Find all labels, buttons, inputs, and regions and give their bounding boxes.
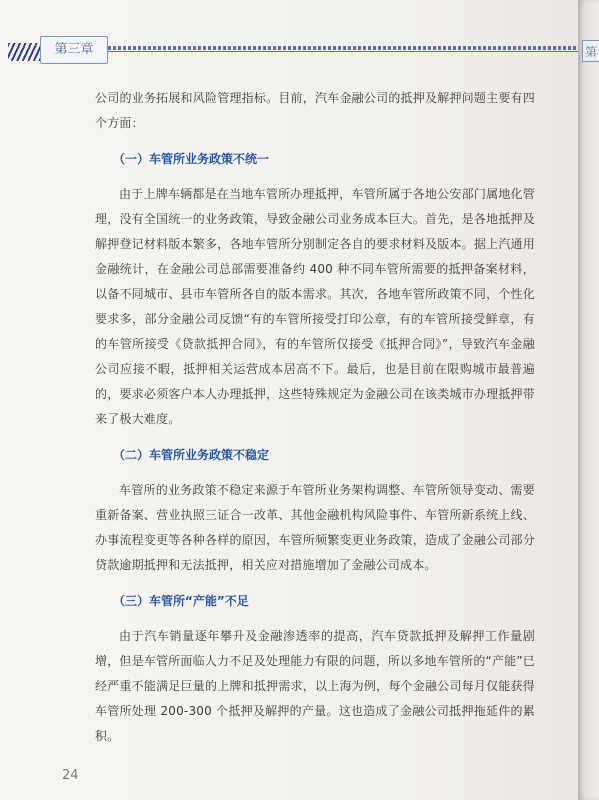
header-dotted-rule: [108, 46, 580, 50]
next-page-chapter-tab: 第: [582, 40, 599, 62]
page-content: [95, 86, 535, 749]
page-number: 24: [62, 768, 79, 783]
section-paragraph-1: 由于上牌车辆都是在当地车管所办理抵押，车管所属于各地公安部门属地化管理，没有全国统一的业务政策，导致金融公司业务成本巨大。首先，是各地抵押及解押登记材料版本繁多，各地车管所分别制定各自的要求材料及版本。据上汽通用金融统计，在金融公司总部需要准备约 400 种不同车管所需要的抵押备案材料，以备不同城市、县市车管所各自的版本需求。其次，各地车管所政策不同，个性化要求多，部分金融公司反馈“有的车管所接受打印公章，有的车管所接受鲜章，有的车管所接受《贷款抵押合同》，有的车管所仅接受《抵押合同》”，导致汽车金融公司应接不暇，抵押相关运营成本居高不下。最后，也是目前在限购城市最普遍的，要求必须客户本人办理抵押，这些特殊规定为金融公司在该类城市办理抵押带来了极大难度。: [95, 187, 535, 426]
section-paragraph-2: 车管所的业务政策不稳定来源于车管所业务架构调整、车管所领导变动、需要重新备案、营业执照三证合一改革、其他金融机构风险事件、车管所新系统上线、办事流程变更等各种各样的原因，车管所频繁变更业务政策，造成了金融公司部分贷款逾期抵押和无法抵押，相关应对措施增加了金融公司成本。: [95, 483, 535, 572]
chapter-label: 第三章: [54, 42, 94, 57]
section-paragraph-3: 由于汽车销量逐年攀升及金融渗透率的提高，汽车贷款抵押及解押工作量剧增，但是车管所面临人力不足及处理能力有限的问题，所以多地车管所的“产能”已经严重不能满足巨量的上牌和抵押需求，以上海为例，每个金融公司每月仅能获得车管所处理 200-300 个抵押及解押的产量。这也造成了金融公司抵押拖延件的累积。: [95, 629, 535, 743]
next-page-edge: [578, 0, 599, 800]
header-stripes: [8, 43, 42, 61]
section-heading-1: （一）车管所业务政策不统一: [113, 152, 270, 166]
header-rule: [108, 51, 580, 52]
chapter-tab: [40, 36, 108, 64]
section-heading-3: （三）车管所“产能”不足: [113, 594, 249, 608]
intro-paragraph: 公司的业务拓展和风险管理指标。目前，汽车金融公司的抵押及解押问题主要有四个方面：: [95, 91, 535, 130]
section-heading-2: （二）车管所业务政策不稳定: [113, 448, 270, 462]
